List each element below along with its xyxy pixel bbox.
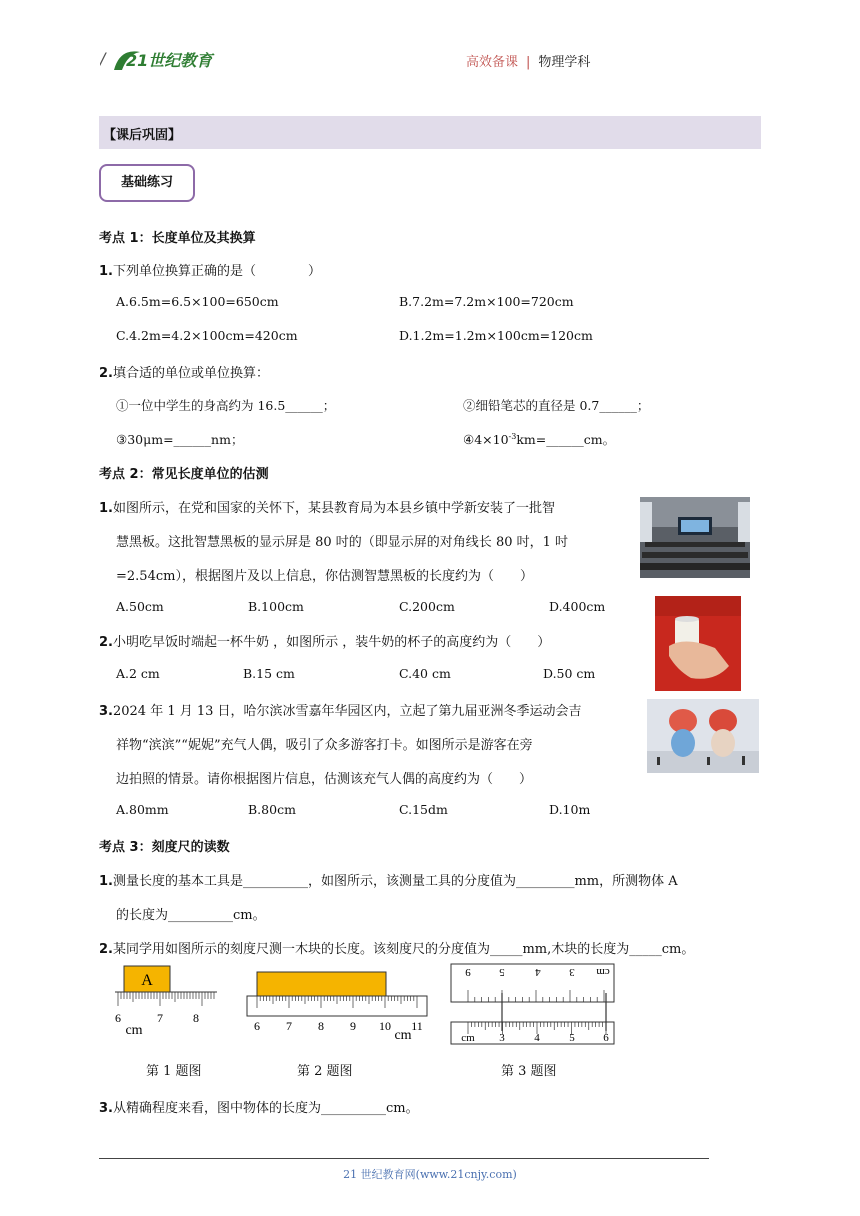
k3-q2-stem [99,938,694,957]
question-text: 测量长度的基本工具是__________，如图所示，该测量工具的分度值为_________mm，所测物体 A [112,874,678,889]
section-band [99,116,761,149]
fig2-tick-7: 7 [286,1019,292,1033]
footer-source: 21 世纪教育网(www.21cnjy.com) [343,1168,517,1181]
question-number: 3. [99,1101,113,1116]
k1-q1-stem [99,260,321,279]
k1-q2-item-3: ③30μm=______nm； [116,432,244,447]
k1-q1-option-c: C.4.2m=4.2×100cm=420cm [116,328,298,343]
ruler-figure-2 [245,970,430,1040]
ruler-figure-1 [112,964,222,1034]
question-text: 填合适的单位或单位换算： [112,366,269,381]
header-separator: | [526,55,531,70]
fig2-tick-10: 10 [379,1019,391,1033]
question-number: 1. [99,501,113,516]
object-a-label: A [141,972,153,989]
milk-glass-photo [655,596,741,691]
fig2-tick-8: 8 [318,1019,324,1033]
k2-q3-line-1 [99,700,582,719]
k1-q2-item-2: ②细铅笔芯的直径是 0.7______； [463,398,650,413]
k2-q1-option-a: A.50cm [116,599,164,614]
k2-q3-option-c: C.15dm [399,802,448,817]
k3-q3-stem [99,1097,419,1116]
question-text: 下列单位换算正确的是（ ） [112,264,321,279]
fig2-unit: cm [394,1028,412,1040]
topic-1-title: 考点 1：长度单位及其换算 [99,231,256,246]
question-number: 2. [99,942,113,957]
item-4-part-a: ④4×10 [463,432,509,447]
k2-q2-stem [99,631,550,650]
fig3-top-tick-5: 5 [499,966,505,978]
k2-q1-line-1 [99,497,555,516]
question-number: 2. [99,635,113,650]
question-number: 3. [99,704,113,719]
question-text: 2024 年 1 月 13 日，哈尔滨冰雪嘉年华园区内，立起了第九届亚洲冬季运动会吉 [112,704,582,719]
k2-q1-option-c: C.200cm [399,599,455,614]
fig3-top-tick-4: 4 [535,966,541,978]
figure-3-caption: 第 3 题图 [501,1064,557,1079]
fig2-tick-6: 6 [254,1019,260,1033]
question-text: 某同学用如图所示的刻度尺测一木块的长度。该刻度尺的分度值为_____mm,木块的长度为_____cm。 [112,942,695,957]
item-4-exponent: -3 [508,431,517,441]
fig1-tick-8: 8 [193,1011,199,1025]
k2-q1-line-2: 慧黑板。这批智慧黑板的显示屏是 80 吋的（即显示屏的对角线长 80 吋，1 吋 [116,535,569,550]
question-text: 如图所示，在党和国家的关怀下，某县教育局为本县乡镇中学新安装了一批智 [112,501,555,516]
header-label-a: 高效备课 [466,55,519,70]
question-text: 从精确程度来看，图中物体的长度为__________cm。 [112,1101,419,1116]
fig3-bottom-tick-3: 3 [499,1032,505,1044]
k1-q2-item-4 [463,430,615,448]
header-label-b: 物理学科 [538,55,591,70]
practice-tag: 基础练习 [99,164,195,202]
k2-q3-option-a: A.80mm [116,802,169,817]
k3-q1-line-2: 的长度为__________cm。 [116,908,266,923]
question-number: 1. [99,874,113,889]
svg-text:/: / [100,49,106,68]
section-band-title: 【课后巩固】 [103,128,182,143]
fig3-bottom-tick-4: 4 [534,1032,540,1044]
logo [100,44,230,76]
k2-q3-line-3: 边拍照的情景。请你根据图片信息，估测该充气人偶的高度约为（ ） [116,772,533,787]
k2-q1-option-d: D.400cm [549,599,606,614]
k1-q2-stem [99,362,269,381]
fig3-bottom-unit: cm [461,1032,475,1044]
topic-3-title: 考点 3：刻度尺的读数 [99,840,230,855]
fig1-tick-6: 6 [115,1011,121,1025]
question-number: 2. [99,366,113,381]
fig3-top-unit: cm [596,966,610,978]
classroom-photo [640,497,750,578]
fig3-bottom-tick-6: 6 [603,1032,609,1044]
footer-divider [99,1158,709,1159]
topic-2-title: 考点 2：常见长度单位的估测 [99,467,269,482]
k2-q2-option-c: C.40 cm [399,666,451,681]
k3-q1-line-1 [99,870,678,889]
k2-q3-option-d: D.10m [549,802,591,817]
fig3-top-tick-9: 9 [465,966,471,978]
k2-q2-option-d: D.50 cm [543,666,596,681]
mascot-photo [647,699,759,773]
k2-q1-option-b: B.100cm [248,599,304,614]
fig2-tick-9: 9 [350,1019,356,1033]
k2-q2-option-a: A.2 cm [116,666,160,681]
fig3-top-tick-3: 3 [569,966,575,978]
fig1-tick-7: 7 [157,1011,163,1025]
wood-block [257,972,386,996]
header-subject [466,51,590,70]
question-number: 1. [99,264,113,279]
fig2-tick-11: 11 [411,1019,423,1033]
fig3-bottom-tick-5: 5 [569,1032,575,1044]
k1-q1-option-a: A.6.5m=6.5×100=650cm [116,294,279,309]
figure-2-caption: 第 2 题图 [297,1064,353,1079]
k1-q1-option-d: D.1.2m=1.2m×100cm=120cm [399,328,593,343]
figure-1-caption: 第 1 题图 [146,1064,202,1079]
fig1-unit: cm [125,1023,143,1034]
k2-q3-option-b: B.80cm [248,802,296,817]
logo-text: 21世纪教育 [126,51,213,70]
k2-q3-line-2: 祥物“滨滨”“妮妮”充气人偶，吸引了众多游客打卡。如图所示是游客在旁 [116,738,533,753]
k1-q2-item-1: ①一位中学生的身高约为 16.5______； [116,398,336,413]
k1-q1-option-b: B.7.2m=7.2m×100=720cm [399,294,574,309]
k2-q1-line-3: =2.54cm），根据图片及以上信息，你估测智慧黑板的长度约为（ ） [116,569,533,584]
ruler-figure-3 [450,963,616,1045]
item-4-part-b: km=______cm。 [516,432,616,447]
question-text: 小明吃早饭时端起一杯牛奶 ，如图所示 ，装牛奶的杯子的高度约为（ ） [112,635,551,650]
k2-q2-option-b: B.15 cm [243,666,295,681]
